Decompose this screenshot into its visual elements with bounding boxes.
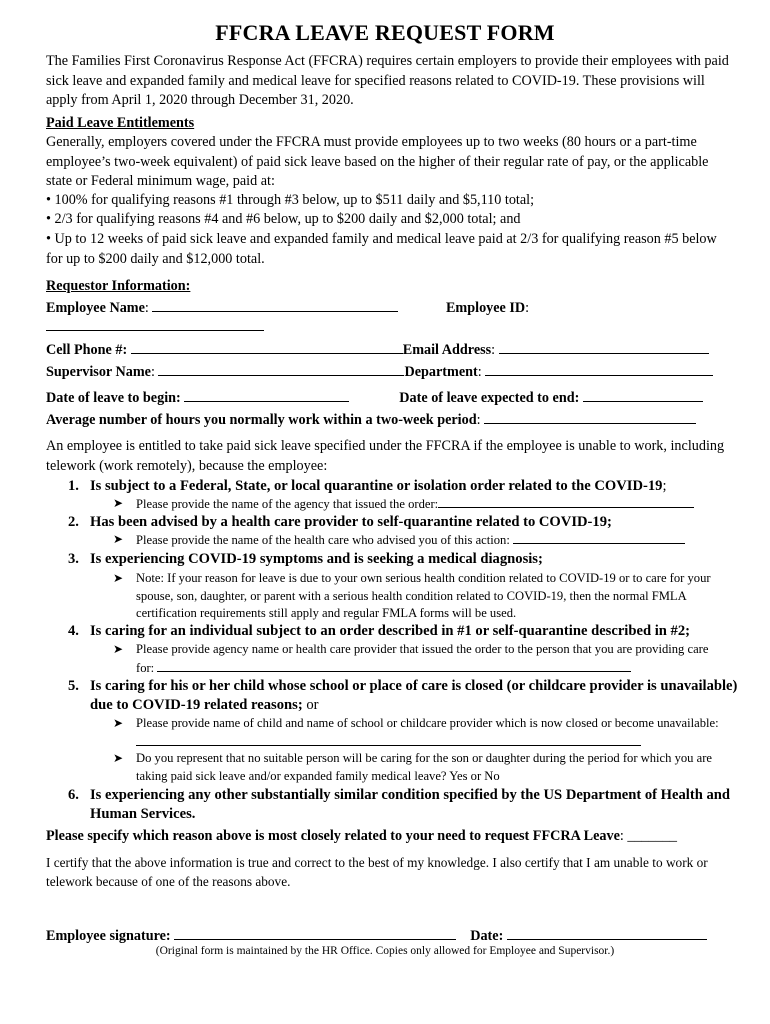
- reason-number: 6.: [68, 787, 79, 803]
- entitlement-bullet: • 2/3 for qualifying reasons #4 and #6 below, up to $200 daily and $2,000 total; and: [46, 211, 521, 227]
- arrow-bullet-icon: ➤: [113, 642, 124, 656]
- reason-4-note: Please provide agency name or health care provider that issued the order to the person that you are providing care for:: [136, 642, 709, 675]
- cell-phone-row: Cell Phone #: Email Address:: [46, 340, 736, 360]
- reason-5-note-b: Do you represent that no suitable person will be caring for the son or daughter during the period for which you are taking paid sick leave and/or expanded family medical leave? Yes or No: [136, 751, 712, 783]
- arrow-bullet-icon: ➤: [113, 751, 124, 765]
- form-title: FFCRA LEAVE REQUEST FORM: [215, 20, 555, 45]
- arrow-bullet-icon: ➤: [113, 532, 124, 546]
- avg-hours-row: Average number of hours you normally work within a two-week period:: [46, 410, 736, 430]
- date-end-label: Date of leave expected to end:: [399, 390, 580, 406]
- date-field[interactable]: [507, 926, 707, 940]
- health-care-provider-field[interactable]: [513, 531, 685, 544]
- reason-number: 3.: [68, 551, 79, 567]
- reason-3-note: Note: If your reason for leave is due to your own serious health condition related to COVID-19 or to care for your spouse, son, daughter, or parent with a serious health condition related to COVID-19, then the normal FMLA certification requirements still apply and regular FMLA forms will be used.: [136, 571, 711, 620]
- avg-hours-label: Average number of hours you normally work within a two-week period: [46, 412, 477, 428]
- reason-number: 4.: [68, 623, 79, 639]
- intro-paragraph: The Families First Coronavirus Response Act (FFCRA) requires certain employers to provide their employees with paid sick leave and expanded family and medical leave for specified reasons related to COVID-19. These provisions will apply from April 1, 2020 through December 31, 2020.: [46, 53, 729, 108]
- reason-2-text: Has been advised by a health care provider to self-quarantine related to COVID-19;: [90, 514, 612, 530]
- employee-id-field[interactable]: [46, 317, 264, 331]
- reason-3-text: Is experiencing COVID-19 symptoms and is seeking a medical diagnosis;: [90, 551, 543, 567]
- reason-6-text: Is experiencing any other substantially similar condition specified by the US Department of Health and Human Services.: [90, 787, 730, 822]
- entitlement-bullet: • 100% for qualifying reasons #1 through #3 below, up to $511 daily and $5,110 total;: [46, 192, 535, 208]
- email-label: Email Address: [402, 342, 492, 358]
- reason-1-text: Is subject to a Federal, State, or local quarantine or isolation order related to the COVID-19;: [90, 478, 667, 494]
- signature-row: [46, 926, 736, 946]
- signature-label: Employee signature:: [46, 928, 171, 944]
- employee-name-field[interactable]: [152, 298, 398, 312]
- agency-name-field[interactable]: [438, 495, 694, 508]
- specify-reason-label: Please specify which reason above is most closely related to your need to request FFCRA Leave: [46, 828, 620, 844]
- employee-name-row: Employee Name: Employee ID:: [46, 300, 530, 316]
- reason-number: 5.: [68, 678, 79, 694]
- arrow-bullet-icon: ➤: [113, 716, 124, 730]
- cell-phone-field[interactable]: [131, 340, 403, 354]
- child-school-field[interactable]: [136, 733, 641, 746]
- arrow-bullet-icon: ➤: [113, 496, 124, 510]
- department-label: Department: [404, 364, 478, 380]
- entitlement-bullet: • Up to 12 weeks of paid sick leave and expanded family and medical leave paid at 2/3 for qualifying reason #5 below for up to $200 daily and $12,000 total.: [46, 231, 717, 267]
- avg-hours-field[interactable]: [484, 410, 696, 424]
- specify-reason-field[interactable]: : _______: [619, 828, 678, 844]
- entitlements-text: Generally, employers covered under the FFCRA must provide employees up to two weeks (80 hours or a part-time employee’s two-week equivalent) of paid sick leave based on the higher of their regular rate of pay, or the applicable state or Federal minimum wage, paid at:: [46, 134, 709, 189]
- date-begin-field[interactable]: [184, 388, 349, 402]
- employee-name-label: Employee Name: [46, 300, 145, 316]
- care-provider-field[interactable]: [157, 659, 631, 672]
- cell-phone-label: Cell Phone #:: [46, 342, 128, 358]
- requestor-heading: Requestor Information:: [46, 278, 191, 294]
- signature-field[interactable]: [174, 926, 456, 940]
- supervisor-field[interactable]: [158, 362, 404, 376]
- footer-note: (Original form is maintained by the HR Office. Copies only allowed for Employee and Supervisor.): [155, 945, 615, 957]
- arrow-bullet-icon: ➤: [113, 571, 124, 585]
- department-field[interactable]: [485, 362, 713, 376]
- date-label: Date:: [470, 928, 504, 944]
- reason-number: 1.: [68, 478, 79, 494]
- entitlements-heading: Paid Leave Entitlements: [46, 115, 195, 131]
- entitled-paragraph: An employee is entitled to take paid sick leave specified under the FFCRA if the employee is unable to work, including telework (work remotely), because the employee:: [46, 438, 725, 474]
- reason-5-text: Is caring for his or her child whose school or place of care is closed (or childcare provider is unavailable) due to COVID-19 related reasons; or: [90, 678, 738, 713]
- email-field[interactable]: [499, 340, 709, 354]
- supervisor-row: Supervisor Name: Department:: [46, 362, 736, 382]
- date-begin-label: Date of leave to begin:: [46, 390, 181, 406]
- certification-text: I certify that the above information is true and correct to the best of my knowledge. I also certify that I am unable to work or telework because of one of the reasons above.: [46, 855, 708, 889]
- leave-dates-row: [46, 388, 736, 408]
- reason-1-note: Please provide the name of the agency that issued the order:: [136, 495, 726, 514]
- supervisor-label: Supervisor Name: [46, 364, 151, 380]
- employee-id-label: Employee ID: [445, 300, 526, 316]
- reason-4-text: Is caring for an individual subject to an order described in #1 or self-quarantine described in #2;: [90, 623, 690, 639]
- date-end-field[interactable]: [583, 388, 703, 402]
- specify-reason-row: [46, 827, 736, 846]
- reason-number: 2.: [68, 514, 79, 530]
- reason-2-note: Please provide the name of the health care who advised you of this action:: [136, 531, 726, 550]
- reason-5-note-a: Please provide name of child and name of school or childcare provider which is now closed or become unavailable:: [136, 715, 726, 751]
